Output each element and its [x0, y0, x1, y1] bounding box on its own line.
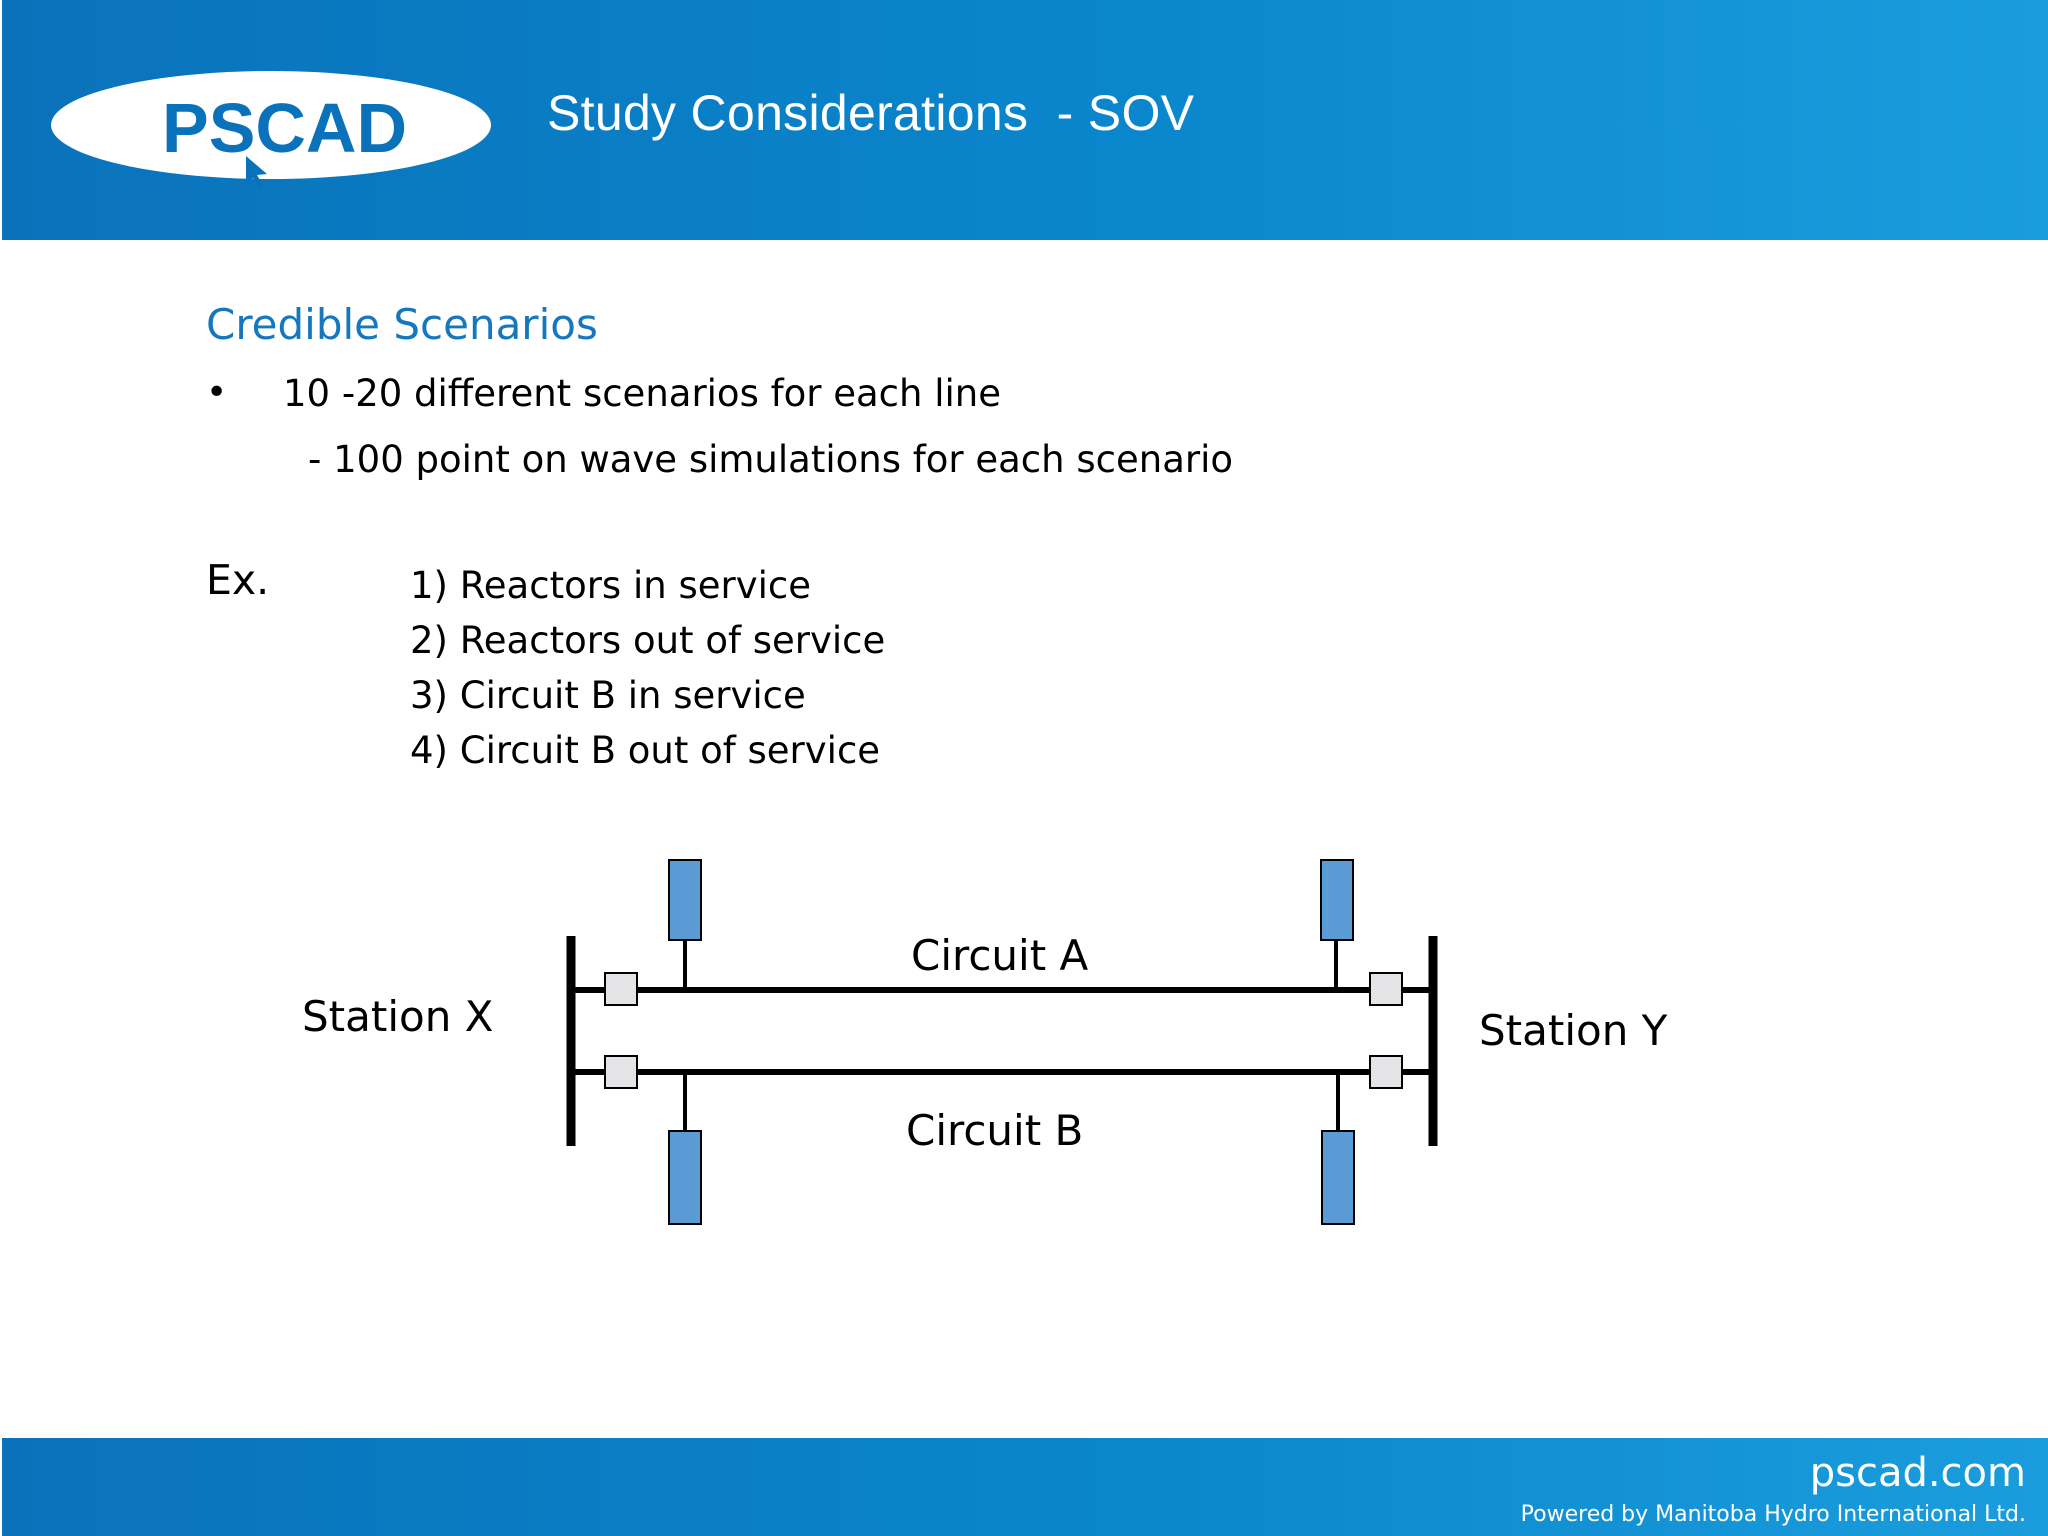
example-item: 3) Circuit B in service — [410, 674, 806, 717]
sub-bullet-item: - 100 point on wave simulations for each scenario — [308, 438, 1233, 481]
footer-powered-by: Powered by Manitoba Hydro International Ltd. — [1520, 1502, 2026, 1527]
station-y-label: Station Y — [1479, 1006, 1668, 1055]
breaker-icon — [1370, 973, 1402, 1005]
bullet-icon: • — [206, 372, 228, 413]
example-item: 1) Reactors in service — [410, 564, 811, 607]
footer-banner — [2, 1438, 2048, 1536]
reactor-icon — [669, 1131, 701, 1224]
breaker-icon — [605, 973, 637, 1005]
pscad-logo — [50, 70, 492, 200]
header-banner — [2, 0, 2048, 240]
logo-text: PSCAD — [162, 89, 408, 167]
example-item: 4) Circuit B out of service — [410, 729, 881, 772]
footer-site-link: pscad.com — [1809, 1450, 2026, 1496]
section-heading: Credible Scenarios — [206, 300, 598, 349]
station-x-label: Station X — [302, 992, 494, 1041]
bullet-item: 10 -20 different scenarios for each line — [283, 372, 1002, 415]
reactor-icon — [1322, 1131, 1354, 1224]
example-list — [410, 558, 885, 778]
breaker-icon — [1370, 1056, 1402, 1088]
page-title: Study Considerations - SOV — [547, 85, 1195, 141]
reactor-icon — [1321, 860, 1353, 940]
circuit-b-label: Circuit B — [906, 1106, 1084, 1155]
circuit-a-label: Circuit A — [911, 931, 1089, 980]
example-label: Ex. — [206, 556, 270, 604]
breaker-icon — [605, 1056, 637, 1088]
reactor-icon — [669, 860, 701, 940]
example-item: 2) Reactors out of service — [410, 619, 886, 662]
